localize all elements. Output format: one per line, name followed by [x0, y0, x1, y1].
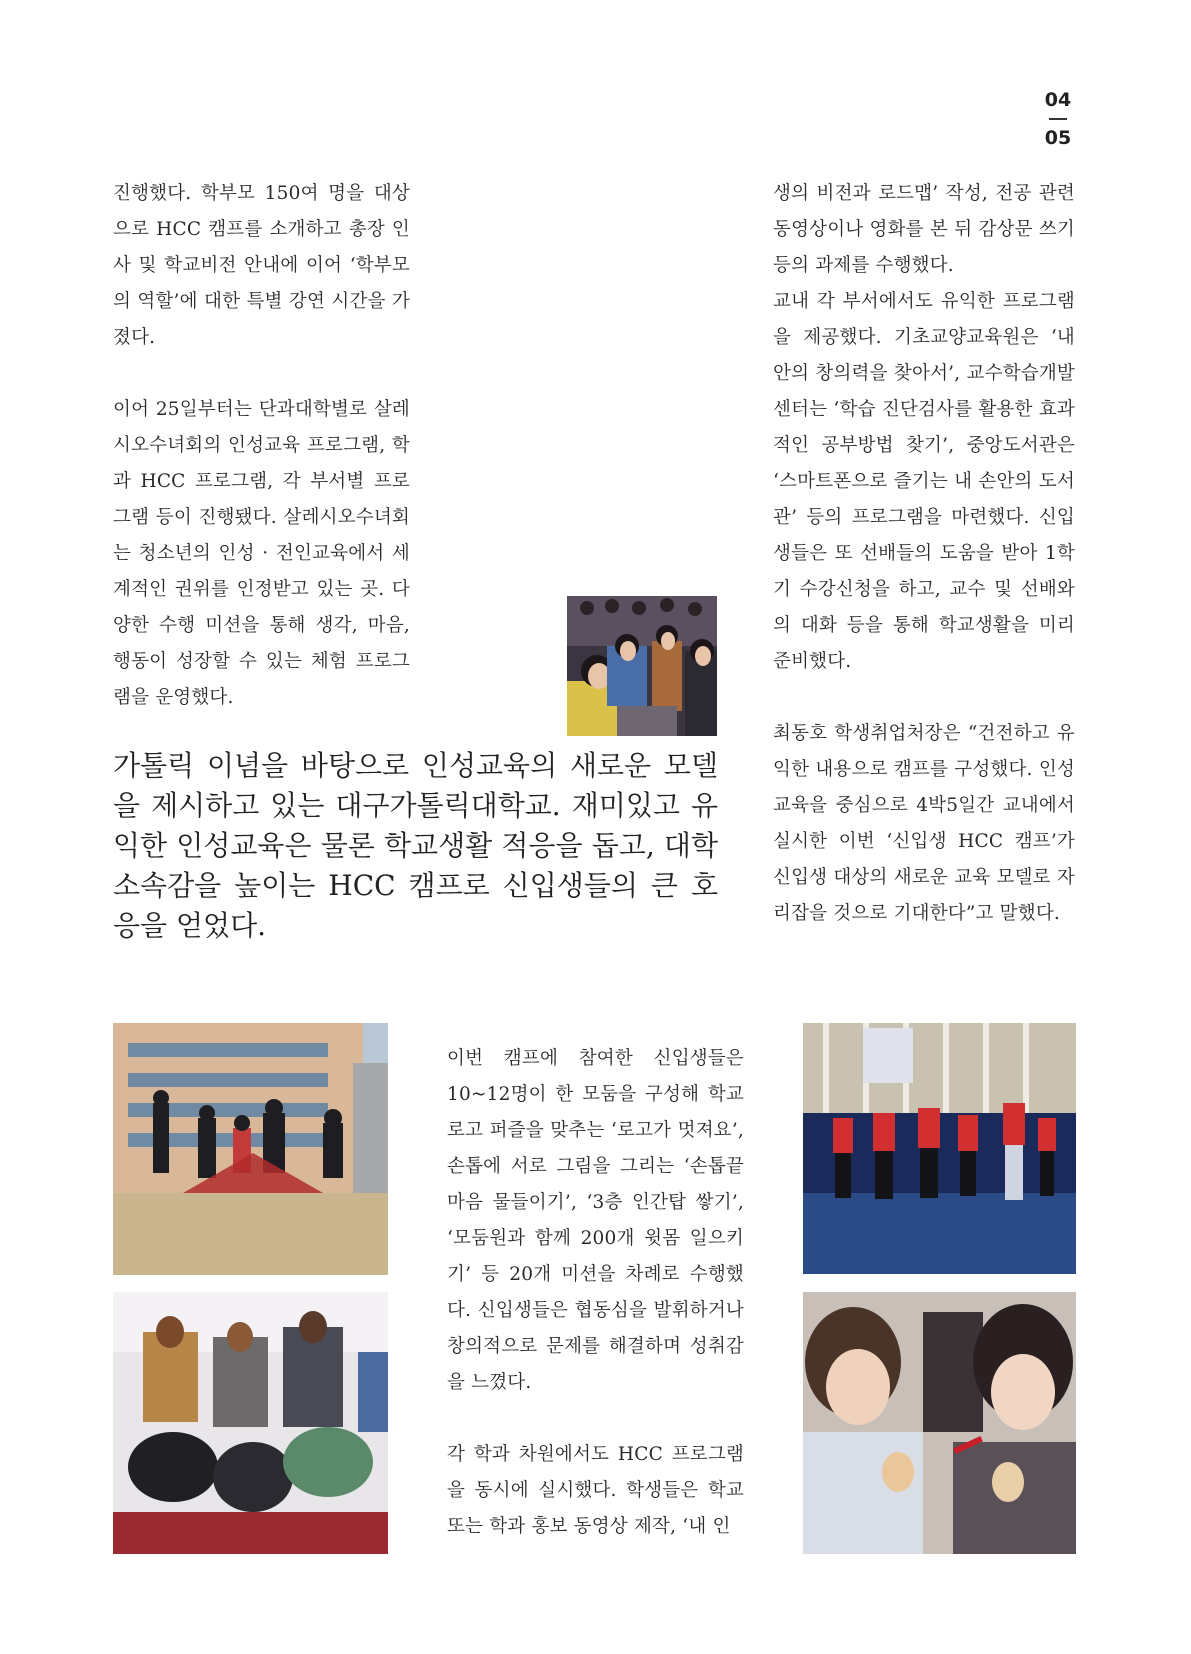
lead-text: 가톨릭 이념을 바탕으로 인성교육의 새로운 모델을 제시하고 있는 대구가톨릭대학교. 재미있고 유익한 인성교육은 물론 학교생활 적응을 돕고, 대학 소속감을 높이는 HCC 캠프로 신입생들의 큰 호응을 얻었다. — [113, 749, 718, 942]
paragraph: 이어 25일부터는 단과대학별로 살레시오수녀회의 인성교육 프로그램, 학과 HCC 프로그램, 각 부서별 프로그램 등이 진행됐다. 살레시오수녀회는 청소년의 인성 · 전인교육에서 세계적인 권위를 인정받고 있는 곳. 다양한 수행 미션을 통해 생각, 마음, 행동이 성장할 수 있는 체험 프로그램을 운영했다. — [113, 399, 410, 708]
article-column-right — [773, 176, 1075, 932]
paragraph: 최동호 학생취업처장은 “건전하고 유익한 내용으로 캠프를 구성했다. 인성교육을 중심으로 4박5일간 교내에서 실시한 이번 ‘신입생 HCC 캠프’가 신입생 대상의 새로운 교육 모델로 자리잡을 것으로 기대한다”고 말했다. — [773, 723, 1075, 924]
paragraph: 이번 캠프에 참여한 신입생들은 10~12명이 한 모둠을 구성해 학교로고 퍼즐을 맞추는 ‘로고가 멋져요’, 손톱에 서로 그림을 그리는 ‘손톱끝 마음 물들이기’, ‘3층 인간탑 쌓기’, ‘모둠원과 함께 200개 윗몸 일으키기’ 등 20개 미션을 차례로 수행했다. 신입생들은 협동심을 발휘하거나 창의적으로 문제를 해결하며 성취감을 느꼈다. — [447, 1048, 744, 1393]
photo-students-jumping — [113, 1023, 388, 1275]
paragraph: 교내 각 부서에서도 유익한 프로그램을 제공했다. 기초교양교육원은 ‘내 안의 창의력을 찾아서’, 교수학습개발센터는 ‘학습 진단검사를 활용한 효과적인 공부방법 찾기’, 중앙도서관은 ‘스마트폰으로 즐기는 내 손안의 도서관’ 등의 프로그램을 마련했다. 신입생들은 또 선배들의 도움을 받아 1학기 수강신청을 하고, 교수 및 선배와의 대화 등을 통해 학교생활을 미리 준비했다. — [773, 291, 1075, 672]
paragraph: 생의 비전과 로드맵’ 작성, 전공 관련 동영상이나 영화를 본 뒤 감상문 쓰기 등의 과제를 수행했다. — [773, 183, 1075, 276]
article-column-left — [113, 176, 410, 716]
paragraph: 진행했다. 학부모 150여 명을 대상으로 HCC 캠프를 소개하고 총장 인사 및 학교비전 안내에 이어 ‘학부모의 역할’에 대한 특별 강연 시간을 가졌다. — [113, 183, 410, 348]
article-column-middle — [447, 1041, 744, 1545]
photo-students-sitting — [567, 596, 717, 736]
page-number-left: 04 — [1044, 89, 1072, 111]
article-lead — [113, 746, 718, 946]
photo-dance-performance — [803, 1023, 1076, 1274]
page-number-right: 05 — [1044, 127, 1072, 149]
paragraph: 각 학과 차원에서도 HCC 프로그램을 동시에 실시했다. 학생들은 학교 또는 학과 홍보 동영상 제작, ‘내 인 — [447, 1444, 744, 1537]
page-numbers — [1040, 88, 1076, 150]
page-number-divider — [1049, 118, 1067, 120]
photo-students-bowing — [113, 1292, 388, 1554]
photo-students-painting-eggs — [803, 1292, 1076, 1554]
